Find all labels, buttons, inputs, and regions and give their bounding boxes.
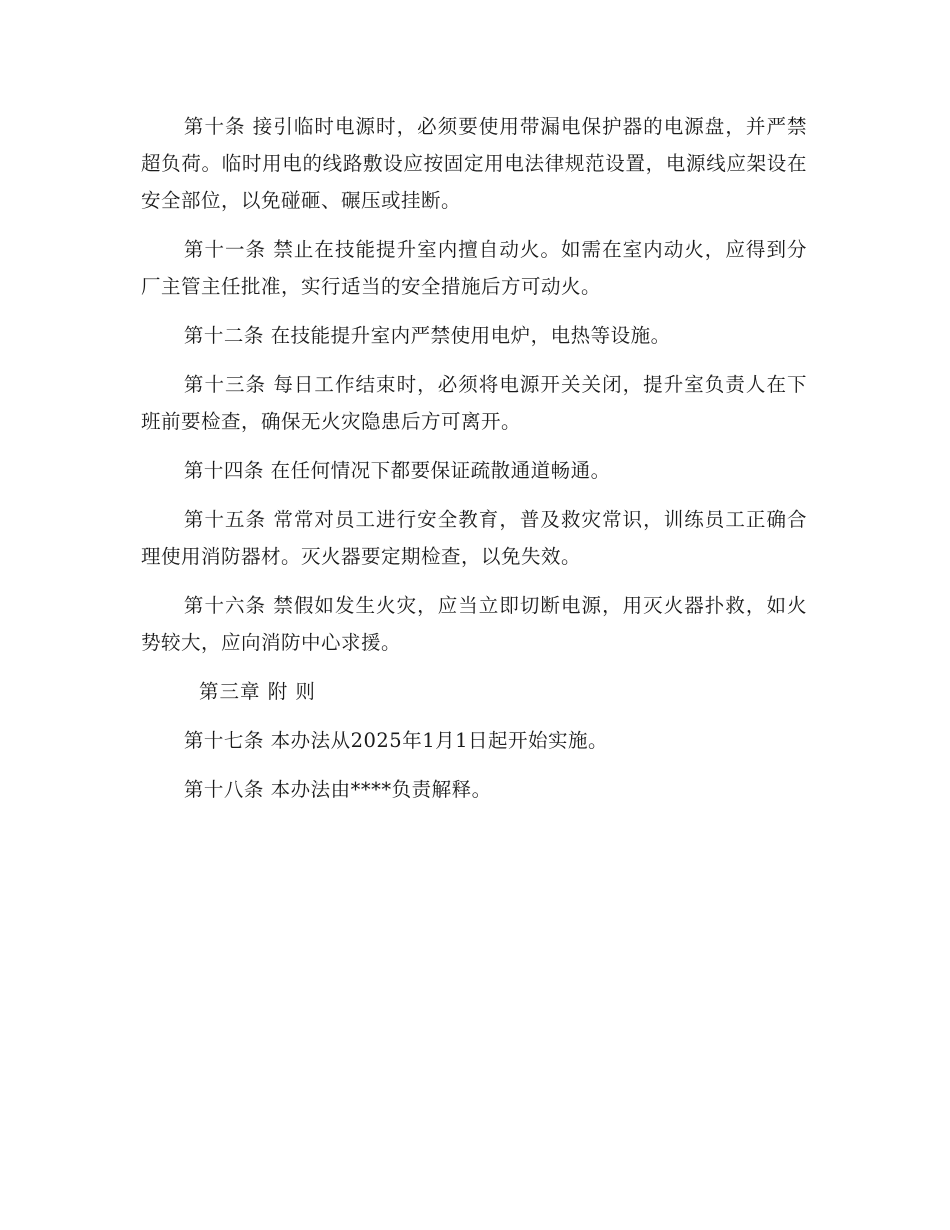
chapter-heading: 第三章 附 则 (199, 680, 316, 703)
article-16: 第十六条 禁假如发生火灾，应当立即切断电源，用灭火器扑救，如火势较大，应向消防中心求援。 (141, 594, 807, 654)
article-18: 第十八条 本办法由****负责解释。 (183, 778, 492, 801)
article-15: 第十五条 常常对员工进行安全教育，普及救灾常识，训练员工正确合理使用消防器材。灭火器要定期检查，以免失效。 (141, 508, 807, 568)
article-13: 第十三条 每日工作结束时，必须将电源开关关闭，提升室负责人在下班前要检查，确保无火灾隐患后方可离开。 (141, 373, 807, 433)
article-17: 第十七条 本办法从2025年1月1日起开始实施。 (183, 729, 609, 752)
article-12: 第十二条 在技能提升室内严禁使用电炉，电热等设施。 (183, 324, 671, 347)
article-10: 第十条 接引临时电源时，必须要使用带漏电保护器的电源盘，并严禁超负荷。临时用电的线路敷设应按固定用电法律规范设置，电源线应架设在安全部位，以免碰砸、碾压或挂断。 (141, 115, 807, 212)
document-body (141, 108, 807, 820)
article-11: 第十一条 禁止在技能提升室内擅自动火。如需在室内动火，应得到分厂主管主任批准，实行适当的安全措施后方可动火。 (141, 238, 807, 298)
article-14: 第十四条 在任何情况下都要保证疏散通道畅通。 (183, 459, 611, 482)
